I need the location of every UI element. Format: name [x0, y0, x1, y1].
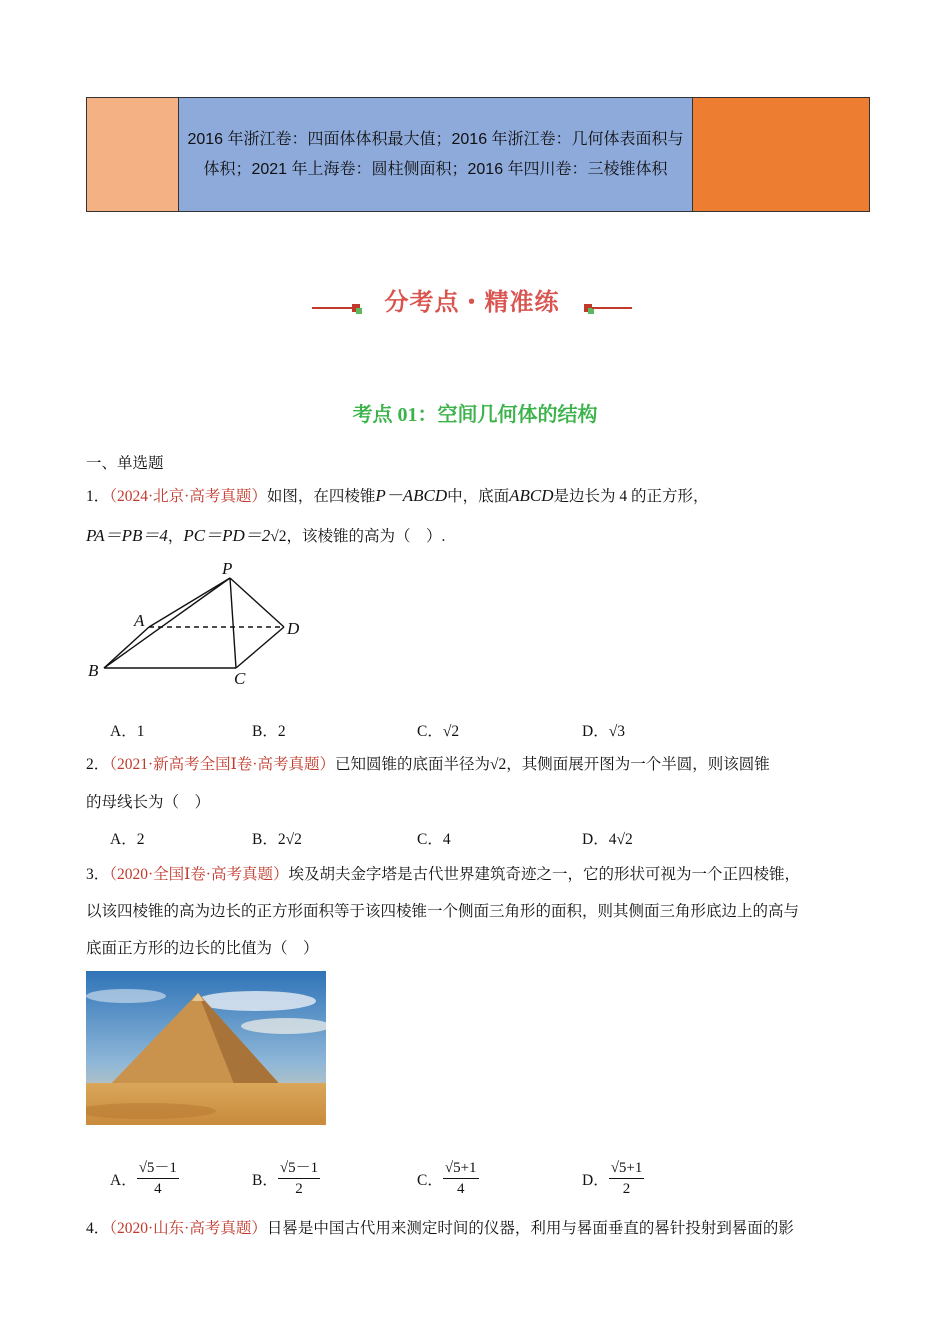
question-2-option-a[interactable]: A．2 [110, 831, 145, 848]
question-1-text-b: 中，底面 [447, 488, 510, 505]
question-3-number: 3． [86, 866, 110, 883]
question-1-option-a[interactable]: A．1 [110, 723, 145, 740]
header-topics-text: 2016 年浙江卷：四面体体积最大值；2016 年浙江卷：几何体表面积与体积；2021 年上海卷：圆柱侧面积；2016 年四川卷：三棱锥体积 [187, 130, 684, 178]
question-3-option-b[interactable]: B． $\frac{√5-1}{2}$ [252, 1160, 319, 1197]
edge-cd [236, 627, 284, 668]
question-3-line-3: 底面正方形的边长的比值为（ ） [86, 940, 319, 957]
question-1-math-base: ABCD [509, 486, 554, 505]
question-3-option-a[interactable]: A． $\frac{√5-1}{4}$ [110, 1160, 177, 1197]
label-c: C [234, 669, 246, 688]
question-4-source: （2020·山东·高考真题） [109, 1220, 267, 1237]
edge-ba [104, 627, 149, 668]
question-1-text-a: 如图，在四棱锥 [266, 488, 376, 505]
banner-left-square-green [356, 308, 362, 314]
question-2-option-b[interactable]: B．2√2 [252, 831, 302, 848]
question-1-tail: ，该棱锥的高为（ ）. [286, 528, 446, 545]
question-1-option-b[interactable]: B．2 [252, 723, 286, 740]
question-3-source: （2020·全国Ⅰ卷·高考真题） [109, 866, 289, 883]
question-1-math-pa: PA＝PB＝4 [86, 526, 168, 545]
question-2-line-2: 的母线长为（ ） [86, 794, 211, 811]
question-1-math-pyramid: P－ABCD [375, 486, 448, 505]
question-1-text-c: 是边长为 4 的正方形， [553, 488, 709, 505]
question-1-radical: √2 [270, 528, 287, 545]
question-1-option-c[interactable]: C．√2 [417, 723, 460, 740]
question-1-number: 1． [86, 488, 110, 505]
question-3-text-1: 埃及胡夫金字塔是古代世界建筑奇迹之一，它的形状可视为一个正四棱锥， [288, 866, 800, 883]
question-2-source: （2021·新高考全国Ⅰ卷·高考真题） [109, 756, 335, 773]
question-3-option-d[interactable]: D． $\frac{√5+1}{2}$ [582, 1160, 643, 1197]
pyramid-figure [80, 558, 320, 690]
edge-pb [104, 578, 230, 668]
edge-pa [149, 578, 230, 627]
section-banner [312, 280, 632, 320]
question-4-line-1 [86, 1217, 794, 1241]
question-3-line-1 [86, 863, 800, 887]
topic-header-table [86, 97, 870, 212]
header-topics-cell [179, 98, 693, 211]
question-2-text-a: 已知圆锥的底面半径为 [334, 756, 490, 773]
edge-pc [230, 578, 236, 668]
banner-right-rule [592, 307, 632, 309]
question-3-option-c[interactable]: C． $\frac{√5+1}{4}$ [417, 1160, 477, 1197]
question-2-option-d[interactable]: D．4√2 [582, 831, 633, 848]
label-b: B [88, 661, 99, 680]
question-3-option-c-fraction: $\frac{√5+1}{4}$ [444, 1160, 477, 1197]
question-4-text-1: 日晷是中国古代用来测定时间的仪器，利用与晷面垂直的晷针投射到晷面的影 [266, 1220, 794, 1237]
question-1-line-2 [86, 524, 445, 549]
question-2-text-b: ，其侧面展开图为一个半圆，则该圆锥 [506, 756, 770, 773]
header-left-cell [87, 98, 179, 211]
header-right-cell [693, 98, 869, 211]
section-title: 考点 01：空间几何体的结构 [352, 404, 598, 426]
question-2-radical: √2 [489, 756, 507, 773]
question-3-option-d-fraction: $\frac{√5+1}{2}$ [610, 1160, 643, 1197]
label-d: D [287, 619, 300, 638]
banner-title: 分考点・精准练 [384, 288, 560, 316]
question-2-number: 2． [86, 756, 110, 773]
question-2-option-c[interactable]: C．4 [417, 831, 451, 848]
question-1-option-d[interactable]: D．√3 [582, 723, 625, 740]
question-2-line-1 [86, 753, 770, 777]
label-a: A [134, 611, 145, 630]
question-category: 一、单选题 [86, 455, 164, 472]
edge-pd [230, 578, 284, 627]
question-1-source: （2024·北京·高考真题） [109, 488, 267, 505]
question-3-option-a-fraction: $\frac{√5-1}{4}$ [138, 1160, 177, 1197]
question-3-line-2: 以该四棱锥的高为边长的正方形面积等于该四棱锥一个侧面三角形的面积，则其侧面三角形底边上的高与 [86, 903, 800, 920]
banner-left-rule [312, 307, 356, 309]
pyramid-photo [86, 971, 326, 1125]
question-1-line-1 [86, 484, 709, 509]
question-4-number: 4． [86, 1220, 110, 1237]
question-3-option-b-fraction: $\frac{√5-1}{2}$ [279, 1160, 319, 1197]
question-1-sep: ， [167, 528, 184, 545]
label-p: P [222, 559, 233, 578]
question-1-math-pc: PC＝PD＝2 [183, 526, 271, 545]
